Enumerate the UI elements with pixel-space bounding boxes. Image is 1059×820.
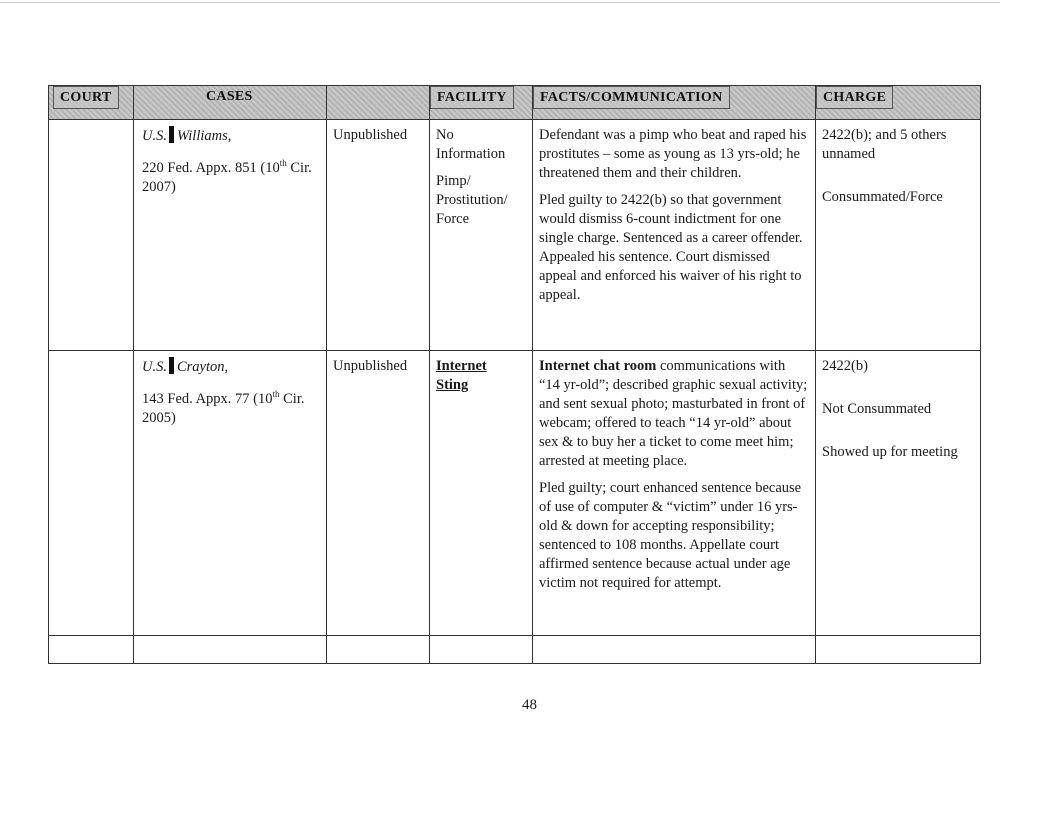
charge-text: Showed up for meeting (822, 444, 958, 460)
facts-cell (533, 120, 816, 351)
header-row (49, 86, 981, 120)
facility-cell (430, 351, 533, 636)
empty-cell (49, 636, 134, 664)
charge-text: Consummated/Force (822, 189, 943, 205)
facts-cell (533, 351, 816, 636)
redaction-bar (169, 357, 174, 374)
page-number: 48 (522, 697, 537, 713)
charge-text: 2422(b) (822, 358, 868, 374)
charge-cell (816, 120, 981, 351)
empty-cell (134, 636, 327, 664)
facility-text: Internet Sting (436, 358, 487, 393)
table-row (49, 636, 981, 664)
empty-cell (327, 636, 430, 664)
redaction-bar (169, 126, 174, 143)
court-cell (49, 120, 134, 351)
header-facility: FACILITY (430, 86, 533, 120)
publication-cell: Unpublished (327, 351, 430, 636)
case-prefix: U.S. (142, 359, 167, 375)
facility-text: No Information (436, 127, 506, 162)
facts-text: Defendant was a pimp who beat and raped his prostitutes – some as young as 13 yrs-old; he threatened them and their children. (539, 127, 807, 181)
case-name: Williams, (176, 128, 232, 144)
facts-text: Pled guilty; court enhanced sentence because of use of computer & “victim” under 16 yrs-old & down for accepting responsibility; sentenced to 108 months. Appellate court affirmed sentence because actual under age victim not required for attempt. (539, 480, 802, 591)
cases-cell (134, 351, 327, 636)
case-prefix: U.S. (142, 128, 167, 144)
case-table (48, 85, 981, 664)
cases-cell (134, 120, 327, 351)
empty-cell (533, 636, 816, 664)
facts-text: Internet chat room communications with “14 yr-old”; described graphic sexual activity; and sent sexual photo; masturbated in front of webcam; offered to teach “14 yr-old” about sex & to buy her a ticket to come meet him; arrested at meeting place. (539, 358, 808, 469)
facility-cell (430, 120, 533, 351)
header-cases: CASES (134, 86, 327, 120)
header-court: COURT (49, 86, 134, 120)
header-charge: CHARGE (816, 86, 981, 120)
facility-text: Pimp/ Prostitution/ Force (436, 173, 508, 227)
case-name: Crayton, (176, 359, 229, 375)
empty-cell (816, 636, 981, 664)
case-citation: 220 Fed. Appx. 851 (10th Cir. 2007) (142, 158, 312, 195)
header-blank (327, 86, 430, 120)
court-cell (49, 351, 134, 636)
scan-edge-line (0, 2, 1000, 3)
publication-cell: Unpublished (327, 120, 430, 351)
facts-text: Pled guilty to 2422(b) so that government would dismiss 6-count indictment for one single charge. Sentenced as a career offender. Appealed his sentence. Court dismissed appeal and enforced his waiver of his right to appeal. (539, 192, 803, 303)
case-citation: 143 Fed. Appx. 77 (10th Cir. 2005) (142, 389, 305, 426)
charge-text: Not Consummated (822, 401, 932, 417)
table-row (49, 351, 981, 636)
empty-cell (430, 636, 533, 664)
charge-cell (816, 351, 981, 636)
header-facts: FACTS/COMMUNICATION (533, 86, 816, 120)
table-row (49, 120, 981, 351)
charge-text: 2422(b); and 5 others unnamed (822, 127, 947, 162)
